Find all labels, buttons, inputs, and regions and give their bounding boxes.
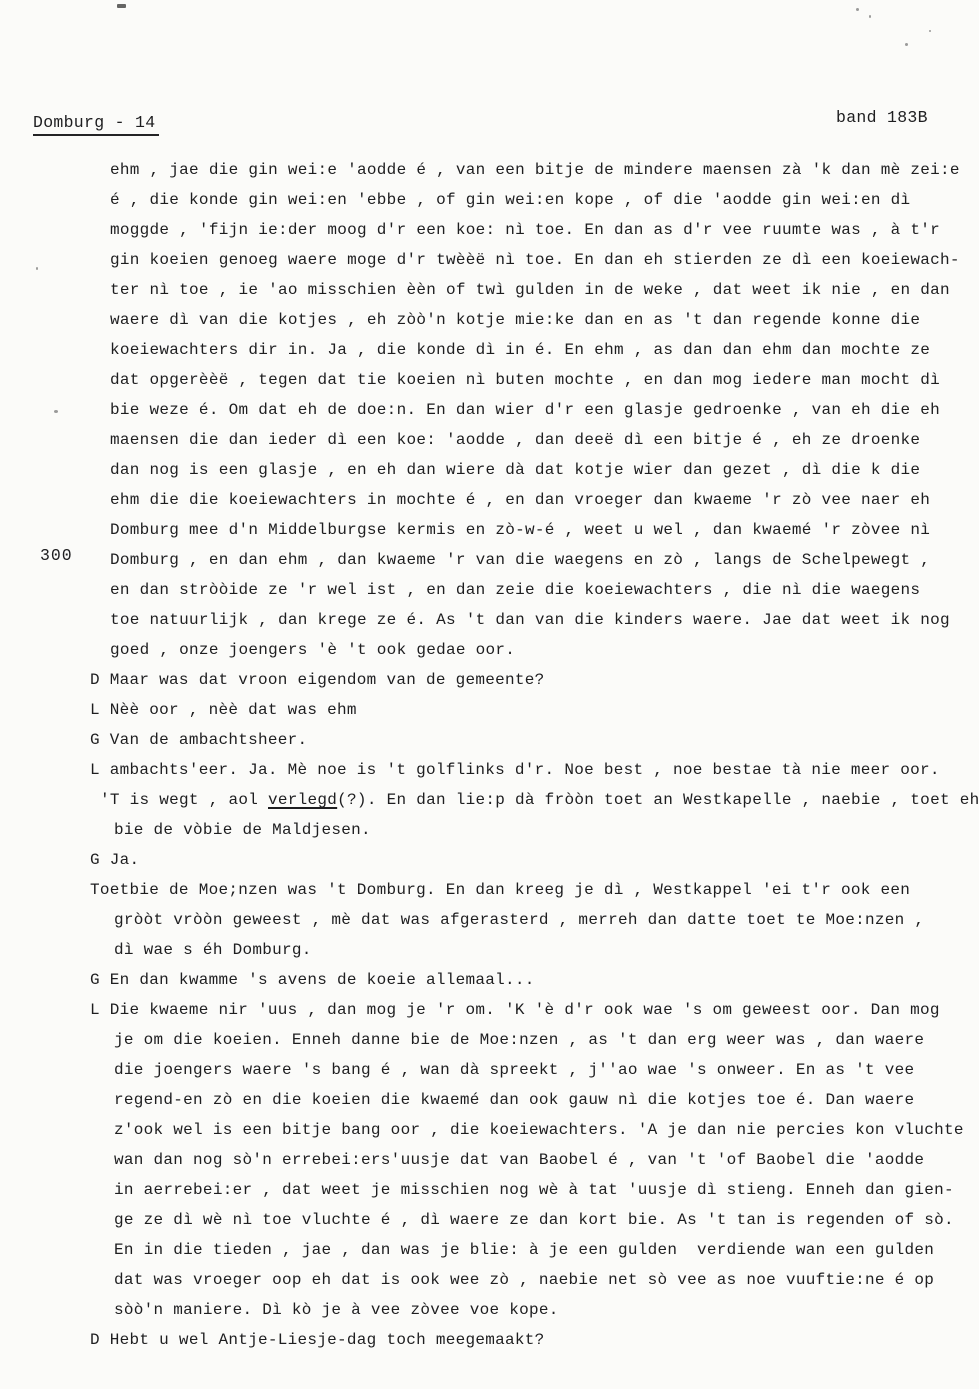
- line-text: En dan kwamme 's avens de koeie allemaal...: [109, 971, 535, 989]
- margin-number: 300: [40, 546, 73, 565]
- line-text: je om die koeien. Enneh danne bie de Moe:nzen , as 't dan erg weer was , dan waere: [114, 1031, 925, 1049]
- band-label: band 183B: [836, 108, 928, 127]
- line-text: bie weze é. Om dat eh de doe:n. En dan wier d'r een glasje gedroenke , van eh die eh: [110, 401, 941, 419]
- scan-artifact: [929, 30, 931, 32]
- text-line: [0, 1025, 979, 1055]
- line-text: z'ook wel is een bitje bang oor , die koeiewachters. 'A je dan nie percies kon vluchte: [114, 1121, 964, 1139]
- line-text: Hebt u wel Antje-Liesje-dag toch meegemaakt?: [109, 1331, 545, 1349]
- line-text: Domburg mee d'n Middelburgse kermis en zò-w-é , weet u wel , dan kwaemé 'r zòvee nì: [110, 521, 931, 539]
- line-text: in aerrebei:er , dat weet je misschien nog wè à tat 'uusje dì stieng. Enneh dan gien-: [114, 1181, 954, 1199]
- line-text: Van de ambachtsheer.: [109, 731, 308, 749]
- line-text: Toetbie de Moe;nzen was 't Domburg. En dan kreeg je dì , Westkappel 'ei t'r ook een: [90, 881, 911, 899]
- line-text: ehm , jae die gin wei:e 'aodde é , van een bitje de mindere maensen zà 'k dan mè zei:e: [110, 161, 960, 179]
- speaker-label: G: [90, 851, 110, 869]
- line-text: regend-en zò en die koeien die kwaemé dan ook gauw nì die kotjes toe é. Dan waere: [114, 1091, 915, 1109]
- line-text: 'T is wegt , aol verlegd(?). En dan lie:p dà fròòn toet an Westkapelle , naebie , toet eh: [100, 791, 979, 809]
- text-line: [0, 1055, 979, 1085]
- line-text: gròòt vròòn geweest , mè dat was afgerasterd , merreh dan datte toet te Moe:nzen ,: [114, 911, 925, 929]
- text-line: [0, 635, 979, 665]
- text-line: [0, 965, 979, 995]
- page-title: Domburg - 14: [33, 113, 159, 136]
- text-line: [0, 1085, 979, 1115]
- line-text: koeiewachters dir in. Ja , die konde dì in é. En ehm , as dan dan ehm dan mochte ze: [110, 341, 931, 359]
- text-line: [0, 1295, 979, 1325]
- line-text: ehm die die koeiewachters in mochte é , en dan vroeger dan kwaeme 'r zò vee naer eh: [110, 491, 931, 509]
- text-line: [0, 935, 979, 965]
- text-line: [0, 245, 979, 275]
- text-line: [0, 695, 979, 725]
- text-line: [0, 545, 979, 575]
- text-line: [0, 425, 979, 455]
- scan-artifact: [869, 15, 871, 18]
- transcript: [0, 155, 979, 1355]
- text-line: [0, 875, 979, 905]
- text-line: [0, 1115, 979, 1145]
- scan-artifact: [36, 267, 38, 270]
- line-text: dan nog is een glasje , en eh dan wiere dà dat kotje wier dan gezet , dì die k die: [110, 461, 921, 479]
- line-text: Ja.: [109, 851, 140, 869]
- text-line: [0, 1205, 979, 1235]
- line-text: Die kwaeme nir 'uus , dan mog je 'r om. 'K 'è d'r ook wae 's om geweest oor. Dan mog: [109, 1001, 940, 1019]
- speaker-label: D: [90, 1331, 110, 1349]
- line-text: ge ze dì wè nì toe vluchte é , dì waere ze dan kort bie. As 't tan is regenden of sò.: [114, 1211, 954, 1229]
- text-line: [0, 575, 979, 605]
- line-text: bie de vòbie de Maldjesen.: [114, 821, 371, 839]
- text-line: [0, 1235, 979, 1265]
- line-text: En in die tieden , jae , dan was je blie: à je een gulden verdiende wan een gulden: [114, 1241, 935, 1259]
- text-line: [0, 995, 979, 1025]
- text-line: [0, 515, 979, 545]
- line-text: gin koeien genoeg waere moge d'r twèèë nì toe. En dan eh stierden ze dì een koeiewach-: [110, 251, 960, 269]
- line-text: Domburg , en dan ehm , dan kwaeme 'r van die waegens en zò , langs de Schelpewegt ,: [110, 551, 931, 569]
- line-text: ter nì toe , ie 'ao misschien èèn of twì gulden in de weke , dat weet ik nie , en dan: [110, 281, 950, 299]
- text-line: [0, 665, 979, 695]
- line-text: dì wae s éh Domburg.: [114, 941, 312, 959]
- text-line: [0, 155, 979, 185]
- text-line: [0, 335, 979, 365]
- line-text: dat was vroeger oop eh dat is ook wee zò , naebie net sò vee as noe vuuftie:ne é op: [114, 1271, 935, 1289]
- text-line: [0, 455, 979, 485]
- text-line: [0, 395, 979, 425]
- text-line: [0, 1325, 979, 1355]
- line-text: Maar was dat vroon eigendom van de gemeente?: [109, 671, 545, 689]
- text-line: [0, 1145, 979, 1175]
- speaker-label: L: [90, 701, 110, 719]
- text-line: [0, 905, 979, 935]
- text-line: [0, 1265, 979, 1295]
- line-text: waere dì van die kotjes , eh zòò'n kotje mie:ke dan en as 't dan regende konne die: [110, 311, 921, 329]
- line-text: wan dan nog sò'n errebei:ers'uusje dat van Baobel é , van 't 'of Baobel die 'aodde: [114, 1151, 925, 1169]
- line-text: ambachts'eer. Ja. Mè noe is 't golflinks d'r. Noe best , noe bestae tà nie meer oor.: [109, 761, 940, 779]
- speaker-label: D: [90, 671, 110, 689]
- text-line: [0, 725, 979, 755]
- line-text: maensen die dan ieder dì een koe: 'aodde , dan deeë dì een bitje é , eh ze droenke: [110, 431, 921, 449]
- line-text: dat opgerèèë , tegen dat tie koeien nì buten mochte , en dan mog iedere man mocht dì: [110, 371, 941, 389]
- scan-artifact: [905, 43, 908, 46]
- line-text: goed , onze joengers 'è 't ook gedae oor.: [110, 641, 516, 659]
- text-line: [0, 485, 979, 515]
- line-text: toe natuurlijk , dan krege ze é. As 't dan van die kinders waere. Jae dat weet ik nog: [110, 611, 950, 629]
- text-line: [0, 755, 979, 785]
- line-text: é , die konde gin wei:en 'ebbe , of gin wei:en kope , of die 'aodde gin wei:en dì: [110, 191, 911, 209]
- text-line: [0, 305, 979, 335]
- text-line: [0, 275, 979, 305]
- scan-artifact: [54, 410, 58, 413]
- text-line: [0, 1175, 979, 1205]
- line-text: en dan stròòide ze 'r wel ist , en dan zeie die koeiewachters , die nì die waegens: [110, 581, 921, 599]
- speaker-label: G: [90, 971, 110, 989]
- line-text: sòò'n maniere. Dì kò je à vee zòvee voe kope.: [114, 1301, 559, 1319]
- line-text: Nèè oor , nèè dat was ehm: [109, 701, 357, 719]
- line-text: moggde , 'fijn ie:der moog d'r een koe: nì toe. En dan as d'r vee ruumte was , à t'r: [110, 221, 941, 239]
- text-line: [0, 785, 979, 815]
- text-line: [0, 365, 979, 395]
- speaker-label: L: [90, 761, 110, 779]
- speaker-label: G: [90, 731, 110, 749]
- speaker-label: L: [90, 1001, 110, 1019]
- scan-artifact: [856, 8, 859, 11]
- text-line: [0, 815, 979, 845]
- underlined-term: verlegd: [268, 791, 338, 809]
- text-line: [0, 215, 979, 245]
- text-line: [0, 605, 979, 635]
- line-text: die joengers waere 's bang é , wan dà spreekt , j''ao wae 's onweer. En as 't vee: [114, 1061, 915, 1079]
- scan-artifact: [117, 4, 126, 8]
- text-line: [0, 845, 979, 875]
- text-line: [0, 185, 979, 215]
